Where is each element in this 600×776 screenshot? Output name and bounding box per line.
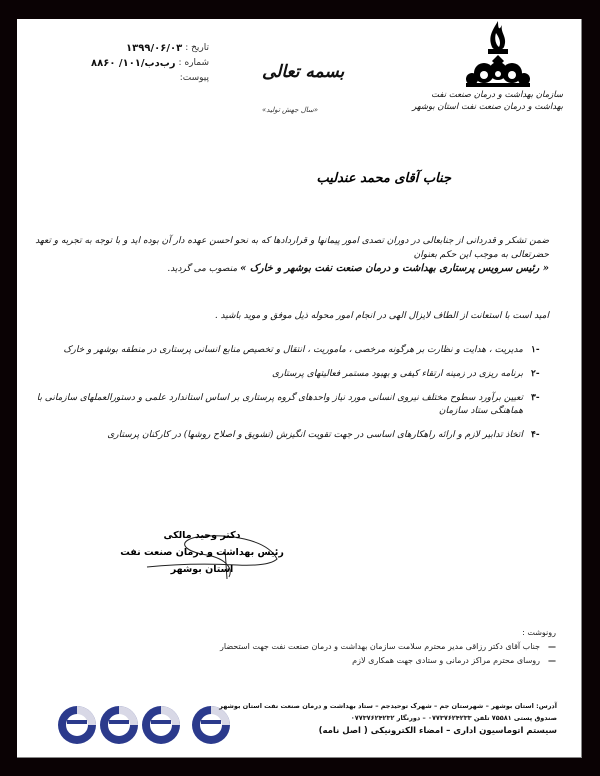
attachment-label: پیوست:: [179, 73, 209, 83]
item-number: ۲-: [531, 369, 540, 379]
number-row: [79, 56, 209, 71]
organization-logo: [412, 19, 563, 119]
footer-address: آدرس: استان بوشهر – شهرستان جم – شهرک توحیدجم – ستاد بهداشت و درمان صنعت نفت استان بوشهر: [219, 702, 557, 710]
oil-flame-logo-icon: [466, 19, 530, 89]
signature-block: [107, 527, 297, 578]
appointment-paragraph: [29, 234, 549, 276]
cc-title: رونوشت :: [522, 628, 556, 637]
iso-9001-badge-icon: [57, 705, 97, 745]
letter-footer: [219, 700, 557, 737]
date-value: ۱۳۹۹/۰۶/۰۳: [126, 43, 183, 54]
signer-title: رئیس بهداشت و درمان صنعت نفت استان بوشهر: [120, 547, 284, 575]
cc-text: جناب آقای دکتر رزاقی مدیر محترم سلامت سازمان بهداشت و درمان صنعت نفت جهت استحضار: [220, 642, 540, 651]
cc-dash: —: [548, 656, 556, 665]
cc-item: [176, 640, 556, 654]
list-item: [29, 344, 549, 357]
item-number: ۳-: [531, 393, 540, 403]
duties-list: [29, 344, 549, 453]
logo-line-2: بهداشت و درمان صنعت نفت استان بوشهر: [412, 102, 563, 112]
paragraph1-start: ضمن تشکر و قدردانی از جنابعالی در دوران تصدی امور پیمانها و قراردادها که به نحو احسن عهده دار آن بوده اید و با توجه به تجربه و تعهد حضرتعالی به موجب این حکم بعنوان: [35, 236, 549, 260]
attachment-row: [79, 71, 209, 86]
item-text: تعیین برآورد سطوح مختلف نیروی انسانی مورد نیاز واحدهای گروه پرستاری بر اساس استاندارد علمی و دستورالعملهای سازمانی با هماهنگی ستاد سازمان: [36, 393, 523, 416]
letter-meta: [79, 41, 209, 86]
item-number: ۱-: [531, 345, 540, 355]
year-motto: «سال جهش تولید»: [262, 106, 319, 114]
number-value: رب‌دب/۱۰۱/ ۸۸۶۰: [91, 58, 176, 69]
signer-name: دکتر وحید مالکی: [163, 530, 241, 541]
iso-14001-badge-icon: [141, 705, 181, 745]
footer-system-note: سیستم اتوماسیون اداری – امضاء الکترونیکی ( اصل نامه): [318, 726, 557, 736]
cc-dash: —: [548, 642, 556, 651]
item-number: ۴-: [531, 430, 540, 440]
position-title: « رئیس سرویس پرستاری بهداشت و درمان صنعت نفت بوشهر و خارک »: [240, 263, 549, 274]
carbon-copy: [176, 626, 556, 668]
item-text: اتخاذ تدابیر لازم و ارائه راهکارهای اساسی در جهت تقویت انگیزش (تشویق و اصلاح روشها) در کارکنان پرستاری: [107, 430, 523, 440]
list-item: [29, 368, 549, 381]
date-label: تاریخ :: [185, 43, 209, 53]
wishes-paragraph: امید است با استعانت از الطاف لایزال الهی در انجام امور محوله ذیل موفق و موید باشید .: [214, 311, 549, 321]
letter-page: [17, 19, 582, 758]
addressee: جناب آقای محمد عندلیب: [316, 171, 451, 186]
list-item: [29, 392, 549, 418]
paragraph1-end: منصوب می گردید.: [167, 264, 238, 274]
date-row: [79, 41, 209, 56]
iso-10002-badge-icon: [99, 705, 139, 745]
item-text: برنامه ریزی در زمینه ارتقاء کیفی و بهبود مستمر فعالیتهای پرستاری: [271, 369, 523, 379]
basmala-heading: بسمه تعالی: [262, 62, 345, 82]
cc-item: [176, 654, 556, 668]
cc-text: روسای محترم مراکز درمانی و ستادی جهت همکاری لازم: [352, 656, 540, 665]
list-item: [29, 429, 549, 442]
item-text: مدیریت ، هدایت و نظارت بر هرگونه مرخصی ، ماموریت ، انتقال و تخصیص منابع انسانی پرستاری در منطقه بوشهر و خارک: [63, 345, 523, 355]
number-label: شماره :: [178, 58, 209, 68]
footer-contact: صندوق پستی ۷۵۵۸۱ تلفن ۰۷۷۳۷۶۲۴۲۳۳ – دورنگار ۰۷۷۳۷۶۲۴۲۳۲: [350, 714, 557, 722]
logo-line-1: سازمان بهداشت و درمان صنعت نفت: [431, 90, 563, 100]
